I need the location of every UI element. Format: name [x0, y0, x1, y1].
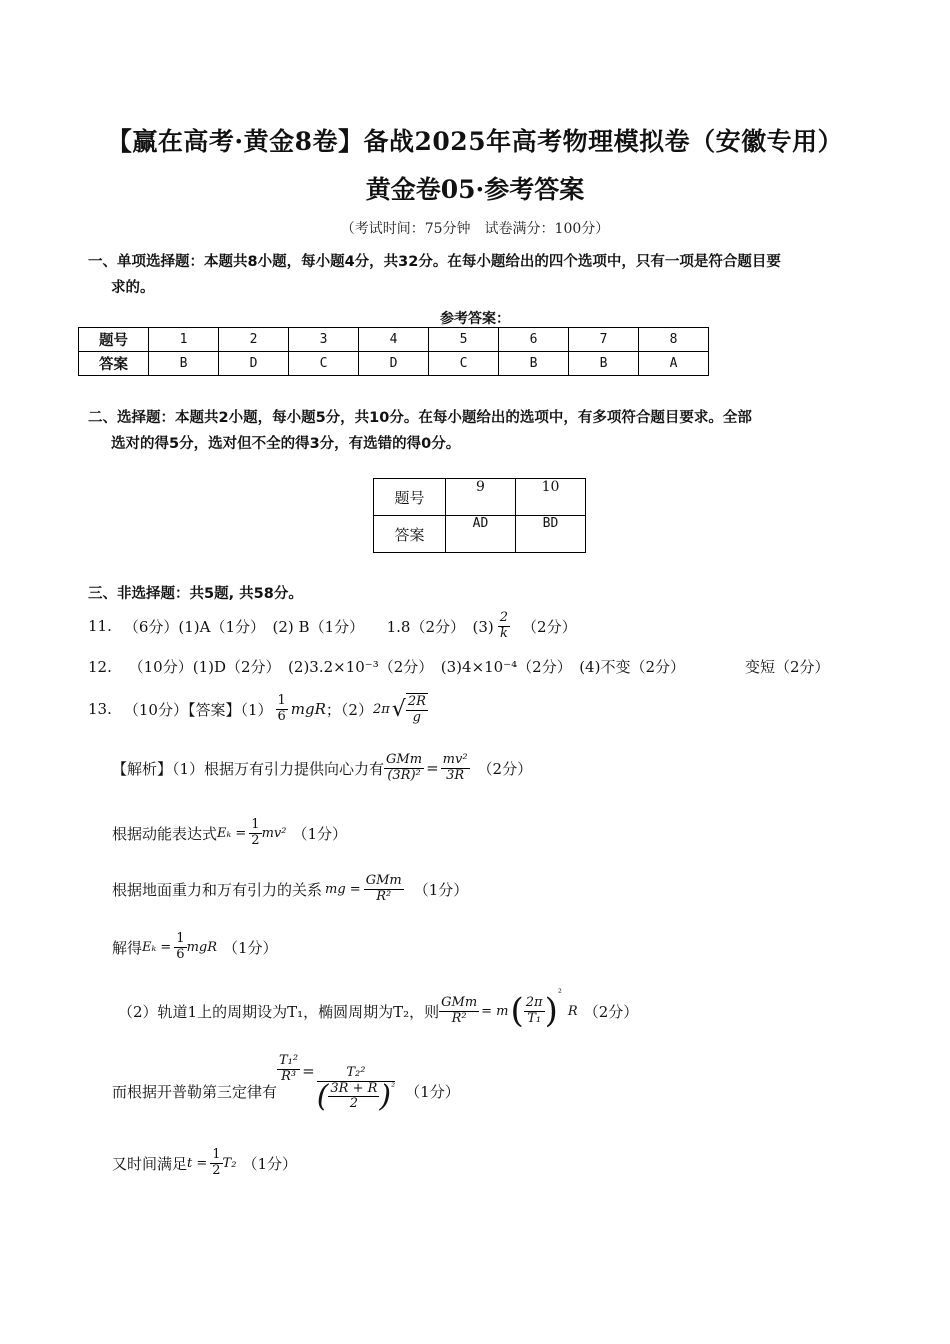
- equals-sign: =: [302, 1062, 315, 1080]
- frac: [174, 932, 186, 963]
- frac-num: T₁²: [279, 1053, 299, 1068]
- frac: [328, 1082, 379, 1113]
- q11-frac-den: k: [499, 625, 508, 641]
- table-cell: 7: [569, 328, 639, 352]
- analysis-line4: [112, 924, 278, 970]
- table-row: [374, 479, 586, 516]
- frac-num: mv²: [442, 751, 468, 767]
- table-cell: B: [569, 352, 639, 376]
- exponent-two: ²: [557, 988, 562, 999]
- left-paren-icon: (: [510, 991, 524, 1031]
- sqrt-icon: √: [391, 696, 406, 722]
- score: （1分）: [413, 880, 469, 899]
- score: （1分）: [223, 938, 278, 957]
- section1-heading-line1: 一、单项选择题：本题共8小题，每小题4分，共32分。在每小题给出的四个选项中，只有一项是符合题目要: [88, 254, 781, 270]
- score: （1分）: [405, 1082, 460, 1101]
- table-row-label: 题号: [79, 328, 149, 352]
- table-cell: B: [149, 352, 219, 376]
- lhs: t =: [187, 1155, 208, 1171]
- analysis-line5-text: （2）轨道1上的周期设为T₁，椭圆周期为T₂，则: [118, 1002, 440, 1021]
- page-subtitle: 黄金卷05·参考答案: [365, 175, 585, 204]
- frac-den: 3R: [446, 767, 465, 783]
- table-cell: 4: [359, 328, 429, 352]
- frac: [249, 818, 261, 849]
- table-cell: C: [429, 352, 499, 376]
- table-cell: 3: [289, 328, 359, 352]
- analysis-line6-text: 而根据开普勒第三定律有: [112, 1082, 278, 1101]
- frac-den: R²: [451, 1010, 467, 1026]
- frac: [524, 996, 545, 1027]
- q13-ans2-fraction: [406, 693, 428, 726]
- exam-info: （考试时间：75分钟 试卷满分：100分）: [340, 221, 610, 237]
- analysis-line3: [112, 866, 468, 912]
- frac-num: 1: [277, 692, 286, 708]
- analysis-line2-text: 根据动能表达式: [112, 824, 218, 843]
- section1-heading-line2: 求的。: [111, 280, 155, 296]
- section2-heading-line2: 选对的得5分，选对但不全的得3分，有选错的得0分。: [111, 436, 461, 452]
- table-row: [374, 516, 586, 553]
- tail: mgR: [186, 939, 217, 955]
- frac-num: GMm: [365, 872, 402, 888]
- analysis-line6: [112, 1052, 460, 1126]
- analysis-line1: [112, 744, 532, 792]
- score: （2分）: [477, 759, 533, 778]
- q13-row: [88, 686, 428, 732]
- frac-den: T₁: [527, 1010, 542, 1026]
- table-row-label: 题号: [374, 479, 446, 516]
- table-caption: 参考答案：: [440, 311, 510, 327]
- lhs: Eₖ =: [142, 939, 172, 955]
- frac-den: 6: [176, 946, 185, 962]
- frac-den: 6: [277, 708, 286, 724]
- frac-num: 1: [212, 1146, 221, 1162]
- tail: T₂: [222, 1155, 237, 1171]
- table-row-label: 答案: [374, 516, 446, 553]
- frac-den: g: [412, 709, 421, 725]
- table-row: [79, 328, 709, 352]
- table-cell: D: [219, 352, 289, 376]
- mid: = m: [481, 1003, 509, 1019]
- frac-den: (3R)²: [387, 767, 421, 783]
- frac-den: R³: [281, 1068, 297, 1084]
- answer-table-multi-choice: [373, 478, 586, 553]
- analysis-line5: [118, 986, 638, 1036]
- score: （1分）: [292, 824, 347, 843]
- q13-ans2-coef: 2π: [372, 701, 390, 717]
- table-cell: 2: [219, 328, 289, 352]
- table-cell: 9: [446, 479, 516, 516]
- frac-num: GMm: [441, 994, 478, 1010]
- frac: [277, 1054, 300, 1085]
- q11-score: （2分）: [522, 617, 577, 636]
- q13-label: （10分）【答案】（1）: [123, 700, 273, 719]
- q11-fraction: [498, 611, 510, 642]
- equals-sign: =: [426, 759, 439, 777]
- q11-row: [88, 606, 577, 646]
- section3-heading: 三、非选择题：共5题, 共58分。: [88, 586, 303, 602]
- table-cell: D: [359, 352, 429, 376]
- left-paren-icon: (: [316, 1078, 329, 1114]
- tail: R: [567, 1003, 578, 1019]
- q11-frac-num: 2: [499, 609, 509, 625]
- q13-number: 13.: [88, 700, 112, 718]
- table-cell: 1: [149, 328, 219, 352]
- analysis-line3-text: 根据地面重力和万有引力的关系: [112, 880, 323, 899]
- frac-num: 1: [251, 816, 260, 832]
- table-cell: B: [499, 352, 569, 376]
- right-paren-icon: ): [379, 1078, 392, 1114]
- frac-num: T₂²: [317, 1066, 395, 1082]
- frac-den: 2: [349, 1096, 359, 1112]
- q13-sep: ；（2）: [325, 700, 373, 719]
- analysis-line7: [112, 1140, 297, 1186]
- frac: [364, 874, 404, 905]
- q11-number: 11.: [88, 617, 112, 635]
- q11-text: （6分）(1)A（1分） (2) B（1分） 1.8（2分） (3): [123, 617, 494, 636]
- frac-num: 1: [176, 930, 185, 946]
- frac-den: R²: [376, 888, 392, 904]
- q12-text: （10分）(1)D（2分） (2)3.2×10⁻³（2分） (3)4×10⁻⁴（2分） (4)不变（2分）: [128, 658, 685, 676]
- analysis-line2: [112, 810, 347, 856]
- tail: mv²: [261, 825, 287, 841]
- table-cell: C: [289, 352, 359, 376]
- table-row-label: 答案: [79, 352, 149, 376]
- table-cell: A: [639, 352, 709, 376]
- lhs: mg =: [325, 881, 361, 897]
- lhs: Eₖ =: [217, 825, 247, 841]
- frac-den: 2: [212, 1162, 221, 1178]
- frac-num: 3R + R: [330, 1080, 378, 1096]
- frac-den: 2: [251, 832, 260, 848]
- analysis-line7-text: 又时间满足: [112, 1154, 188, 1173]
- frac: [210, 1148, 222, 1179]
- frac: [384, 753, 424, 784]
- score: （1分）: [242, 1154, 297, 1173]
- frac-num: 2π: [525, 994, 543, 1010]
- table-row: [79, 352, 709, 376]
- page-title: 【赢在高考·黄金8卷】备战2025年高考物理模拟卷（安徽专用）: [106, 127, 844, 156]
- table-cell: 8: [639, 328, 709, 352]
- right-paren-icon: ): [544, 991, 558, 1031]
- analysis-line4-text: 解得: [112, 938, 143, 957]
- q13-ans1-tail: mgR: [290, 700, 326, 718]
- table-cell: AD: [446, 516, 516, 553]
- frac-num: GMm: [386, 751, 423, 767]
- q12-row: [88, 656, 685, 677]
- table-cell: 10: [516, 479, 586, 516]
- q12-number: 12.: [88, 658, 112, 676]
- score: （2分）: [583, 1002, 639, 1021]
- table-cell: BD: [516, 516, 586, 553]
- answer-table-single-choice: [78, 327, 709, 376]
- analysis-line1-text: 【解析】（1）根据万有引力提供向心力有: [112, 759, 385, 778]
- exponent-two: ²: [391, 1081, 396, 1093]
- frac-den: [316, 1078, 396, 1114]
- frac: [317, 1066, 395, 1113]
- table-cell: 5: [429, 328, 499, 352]
- section2-heading-line1: 二、选择题：本题共2小题，每小题5分，共10分。在每小题给出的选项中，有多项符合题目要求。全部: [88, 410, 752, 426]
- frac: [441, 753, 470, 784]
- frac: [439, 996, 479, 1027]
- frac-num: 2R: [407, 693, 426, 709]
- q12-extra: 变短（2分）: [745, 658, 830, 676]
- q13-ans1-fraction: [276, 694, 288, 725]
- table-cell: 6: [499, 328, 569, 352]
